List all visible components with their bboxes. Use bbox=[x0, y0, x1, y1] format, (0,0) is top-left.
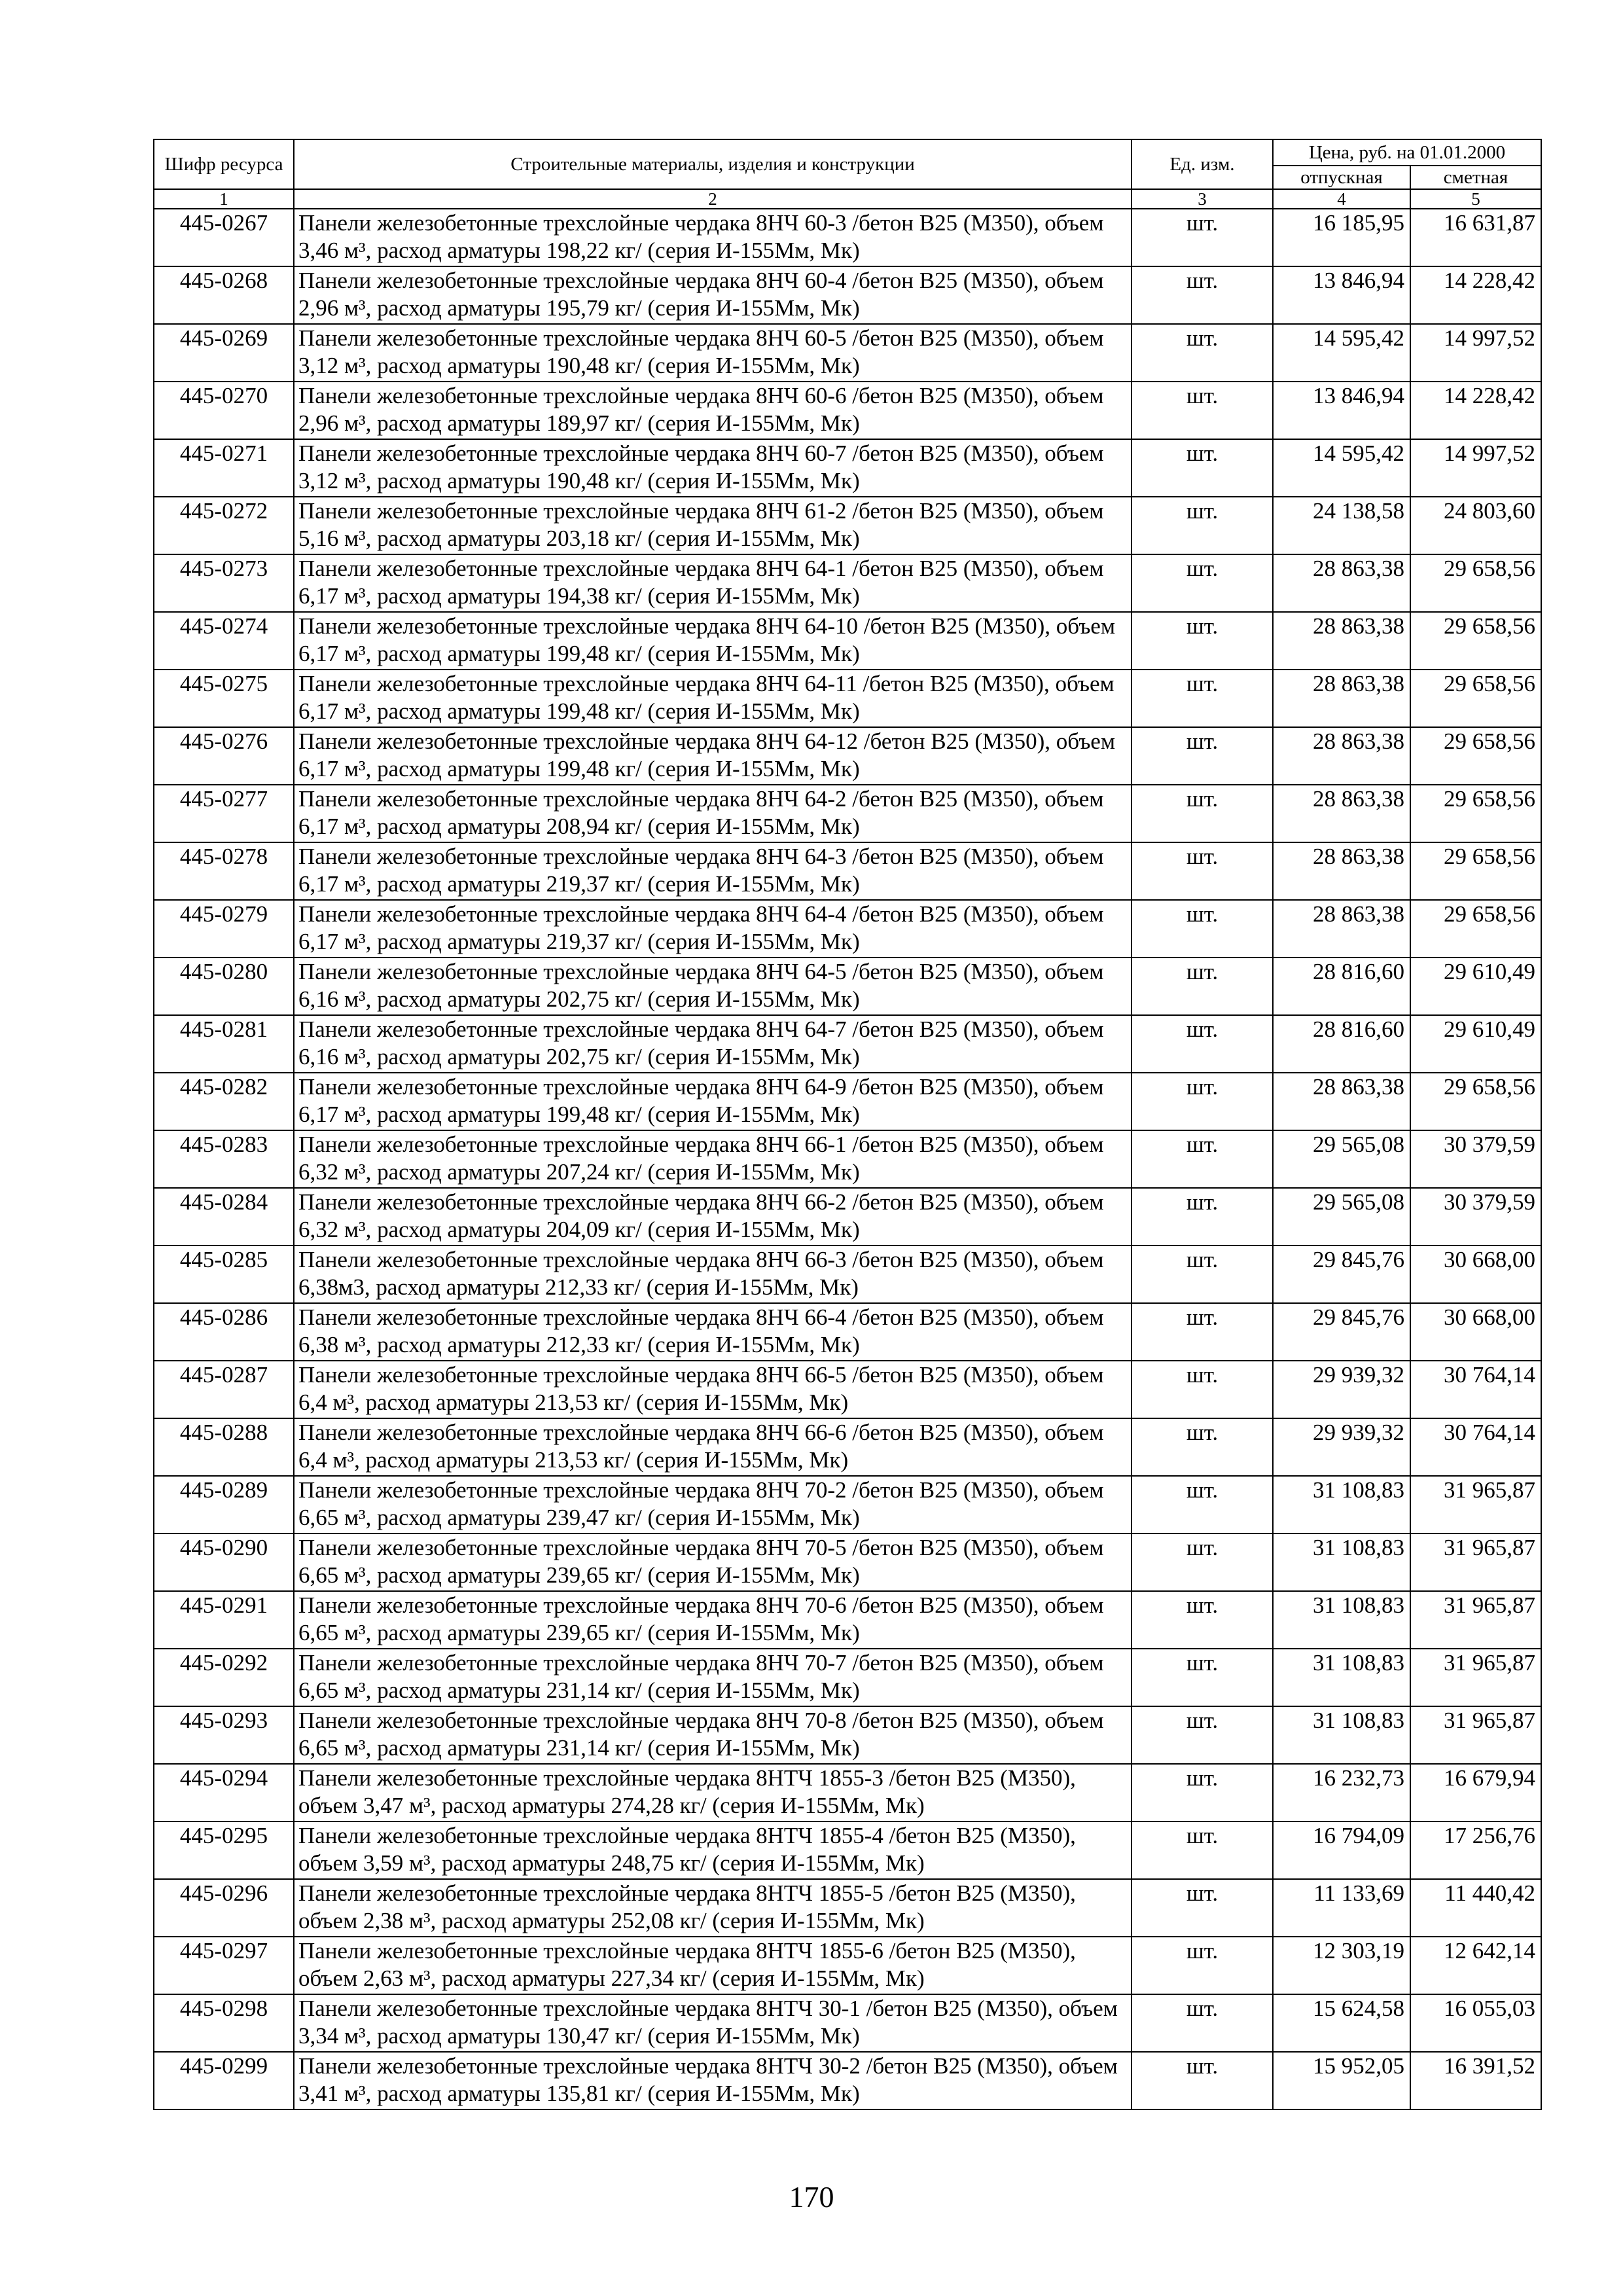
row-unit: шт. bbox=[1132, 324, 1273, 382]
row-code: 445-0274 bbox=[154, 612, 294, 670]
row-price-estimate: 29 658,56 bbox=[1410, 670, 1541, 727]
row-unit: шт. bbox=[1132, 900, 1273, 958]
table-row bbox=[154, 1418, 1541, 1476]
table-row bbox=[154, 1821, 1541, 1879]
row-name: Панели железобетонные трехслойные чердака 8НТЧ 1855-6 /бетон В25 (М350), объем 2,63 м³, расход арматуры 227,34 кг/ (серия И-155Мм, Мк) bbox=[294, 1937, 1132, 1994]
row-price-release: 15 624,58 bbox=[1273, 1994, 1410, 2052]
header-price-group: Цена, руб. на 01.01.2000 bbox=[1273, 139, 1541, 166]
row-price-release: 12 303,19 bbox=[1273, 1937, 1410, 1994]
row-unit: шт. bbox=[1132, 1361, 1273, 1418]
row-unit: шт. bbox=[1132, 1994, 1273, 2052]
row-unit: шт. bbox=[1132, 497, 1273, 554]
row-code: 445-0288 bbox=[154, 1418, 294, 1476]
row-price-estimate: 14 228,42 bbox=[1410, 382, 1541, 439]
row-code: 445-0280 bbox=[154, 958, 294, 1015]
row-code: 445-0269 bbox=[154, 324, 294, 382]
table-row bbox=[154, 1706, 1541, 1764]
row-price-estimate: 31 965,87 bbox=[1410, 1476, 1541, 1534]
row-unit: шт. bbox=[1132, 1706, 1273, 1764]
page-number: 170 bbox=[789, 2180, 834, 2214]
column-number: 3 bbox=[1132, 189, 1273, 209]
table-row bbox=[154, 1534, 1541, 1591]
row-price-estimate: 11 440,42 bbox=[1410, 1879, 1541, 1937]
row-code: 445-0278 bbox=[154, 842, 294, 900]
row-price-estimate: 30 668,00 bbox=[1410, 1303, 1541, 1361]
row-code: 445-0285 bbox=[154, 1246, 294, 1303]
table-row bbox=[154, 2052, 1541, 2109]
table-row bbox=[154, 612, 1541, 670]
row-price-estimate: 24 803,60 bbox=[1410, 497, 1541, 554]
row-unit: шт. bbox=[1132, 958, 1273, 1015]
row-price-release: 29 939,32 bbox=[1273, 1361, 1410, 1418]
row-code: 445-0282 bbox=[154, 1073, 294, 1130]
row-price-estimate: 31 965,87 bbox=[1410, 1534, 1541, 1591]
row-unit: шт. bbox=[1132, 266, 1273, 324]
row-code: 445-0287 bbox=[154, 1361, 294, 1418]
row-code: 445-0275 bbox=[154, 670, 294, 727]
row-unit: шт. bbox=[1132, 1073, 1273, 1130]
table-row bbox=[154, 727, 1541, 785]
row-price-release: 28 863,38 bbox=[1273, 670, 1410, 727]
row-price-estimate: 29 658,56 bbox=[1410, 554, 1541, 612]
row-unit: шт. bbox=[1132, 1246, 1273, 1303]
row-price-estimate: 14 997,52 bbox=[1410, 439, 1541, 497]
row-name: Панели железобетонные трехслойные чердака 8НЧ 60-4 /бетон В25 (М350), объем 2,96 м³, расход арматуры 195,79 кг/ (серия И-155Мм, Мк) bbox=[294, 266, 1132, 324]
row-name: Панели железобетонные трехслойные чердака 8НЧ 66-4 /бетон В25 (М350), объем 6,38 м³, расход арматуры 212,33 кг/ (серия И-155Мм, Мк) bbox=[294, 1303, 1132, 1361]
row-name: Панели железобетонные трехслойные чердака 8НЧ 64-5 /бетон В25 (М350), объем 6,16 м³, расход арматуры 202,75 кг/ (серия И-155Мм, Мк) bbox=[294, 958, 1132, 1015]
table-row bbox=[154, 958, 1541, 1015]
row-code: 445-0289 bbox=[154, 1476, 294, 1534]
row-price-release: 28 863,38 bbox=[1273, 785, 1410, 842]
row-price-release: 29 939,32 bbox=[1273, 1418, 1410, 1476]
row-code: 445-0286 bbox=[154, 1303, 294, 1361]
row-code: 445-0297 bbox=[154, 1937, 294, 1994]
row-price-estimate: 14 228,42 bbox=[1410, 266, 1541, 324]
row-price-estimate: 16 679,94 bbox=[1410, 1764, 1541, 1821]
row-name: Панели железобетонные трехслойные чердака 8НЧ 70-7 /бетон В25 (М350), объем 6,65 м³, расход арматуры 231,14 кг/ (серия И-155Мм, Мк) bbox=[294, 1649, 1132, 1706]
table-row bbox=[154, 785, 1541, 842]
table-body bbox=[154, 209, 1541, 2109]
row-name: Панели железобетонные трехслойные чердака 8НЧ 66-3 /бетон В25 (М350), объем 6,38м3, расход арматуры 212,33 кг/ (серия И-155Мм, Мк) bbox=[294, 1246, 1132, 1303]
row-code: 445-0268 bbox=[154, 266, 294, 324]
row-code: 445-0276 bbox=[154, 727, 294, 785]
row-code: 445-0298 bbox=[154, 1994, 294, 2052]
row-price-release: 28 863,38 bbox=[1273, 900, 1410, 958]
row-price-estimate: 29 610,49 bbox=[1410, 958, 1541, 1015]
table-row bbox=[154, 1188, 1541, 1246]
materials-price-table bbox=[153, 139, 1542, 2110]
table-header bbox=[154, 139, 1541, 209]
row-unit: шт. bbox=[1132, 209, 1273, 266]
row-price-estimate: 29 658,56 bbox=[1410, 1073, 1541, 1130]
row-unit: шт. bbox=[1132, 1591, 1273, 1649]
row-code: 445-0267 bbox=[154, 209, 294, 266]
header-price-estimate: сметная bbox=[1410, 166, 1541, 189]
column-number: 5 bbox=[1410, 189, 1541, 209]
table-row bbox=[154, 1879, 1541, 1937]
row-name: Панели железобетонные трехслойные чердака 8НЧ 70-5 /бетон В25 (М350), объем 6,65 м³, расход арматуры 239,65 кг/ (серия И-155Мм, Мк) bbox=[294, 1534, 1132, 1591]
row-unit: шт. bbox=[1132, 1937, 1273, 1994]
table-row bbox=[154, 209, 1541, 266]
table-row bbox=[154, 670, 1541, 727]
row-price-release: 29 565,08 bbox=[1273, 1188, 1410, 1246]
row-price-estimate: 16 055,03 bbox=[1410, 1994, 1541, 2052]
row-unit: шт. bbox=[1132, 842, 1273, 900]
row-code: 445-0284 bbox=[154, 1188, 294, 1246]
row-name: Панели железобетонные трехслойные чердака 8НЧ 66-6 /бетон В25 (М350), объем 6,4 м³, расход арматуры 213,53 кг/ (серия И-155Мм, Мк) bbox=[294, 1418, 1132, 1476]
row-name: Панели железобетонные трехслойные чердака 8НЧ 64-9 /бетон В25 (М350), объем 6,17 м³, расход арматуры 199,48 кг/ (серия И-155Мм, Мк) bbox=[294, 1073, 1132, 1130]
row-unit: шт. bbox=[1132, 1534, 1273, 1591]
table-row bbox=[154, 1994, 1541, 2052]
row-price-estimate: 29 658,56 bbox=[1410, 842, 1541, 900]
row-price-estimate: 12 642,14 bbox=[1410, 1937, 1541, 1994]
row-unit: шт. bbox=[1132, 1303, 1273, 1361]
table-row bbox=[154, 439, 1541, 497]
row-unit: шт. bbox=[1132, 1821, 1273, 1879]
row-price-release: 28 863,38 bbox=[1273, 1073, 1410, 1130]
row-price-release: 16 185,95 bbox=[1273, 209, 1410, 266]
row-unit: шт. bbox=[1132, 1015, 1273, 1073]
row-code: 445-0281 bbox=[154, 1015, 294, 1073]
row-unit: шт. bbox=[1132, 1476, 1273, 1534]
row-price-release: 28 863,38 bbox=[1273, 612, 1410, 670]
table-row bbox=[154, 1764, 1541, 1821]
row-price-release: 13 846,94 bbox=[1273, 382, 1410, 439]
table-row bbox=[154, 1246, 1541, 1303]
row-price-release: 16 232,73 bbox=[1273, 1764, 1410, 1821]
row-code: 445-0270 bbox=[154, 382, 294, 439]
row-price-release: 31 108,83 bbox=[1273, 1649, 1410, 1706]
row-code: 445-0290 bbox=[154, 1534, 294, 1591]
row-unit: шт. bbox=[1132, 382, 1273, 439]
column-number: 1 bbox=[154, 189, 294, 209]
row-unit: шт. bbox=[1132, 439, 1273, 497]
row-name: Панели железобетонные трехслойные чердака 8НЧ 70-2 /бетон В25 (М350), объем 6,65 м³, расход арматуры 239,47 кг/ (серия И-155Мм, Мк) bbox=[294, 1476, 1132, 1534]
row-unit: шт. bbox=[1132, 1130, 1273, 1188]
row-name: Панели железобетонные трехслойные чердака 8НТЧ 1855-3 /бетон В25 (М350), объем 3,47 м³, расход арматуры 274,28 кг/ (серия И-155Мм, Мк) bbox=[294, 1764, 1132, 1821]
row-unit: шт. bbox=[1132, 1418, 1273, 1476]
row-price-release: 14 595,42 bbox=[1273, 324, 1410, 382]
row-name: Панели железобетонные трехслойные чердака 8НТЧ 1855-5 /бетон В25 (М350), объем 2,38 м³, расход арматуры 252,08 кг/ (серия И-155Мм, Мк) bbox=[294, 1879, 1132, 1937]
table-row bbox=[154, 1591, 1541, 1649]
header-unit: Ед. изм. bbox=[1132, 139, 1273, 189]
row-price-estimate: 29 658,56 bbox=[1410, 785, 1541, 842]
row-code: 445-0283 bbox=[154, 1130, 294, 1188]
table-row bbox=[154, 497, 1541, 554]
row-unit: шт. bbox=[1132, 554, 1273, 612]
row-price-release: 31 108,83 bbox=[1273, 1534, 1410, 1591]
row-name: Панели железобетонные трехслойные чердака 8НЧ 60-5 /бетон В25 (М350), объем 3,12 м³, расход арматуры 190,48 кг/ (серия И-155Мм, Мк) bbox=[294, 324, 1132, 382]
row-name: Панели железобетонные трехслойные чердака 8НЧ 70-8 /бетон В25 (М350), объем 6,65 м³, расход арматуры 231,14 кг/ (серия И-155Мм, Мк) bbox=[294, 1706, 1132, 1764]
row-unit: шт. bbox=[1132, 1764, 1273, 1821]
row-price-release: 31 108,83 bbox=[1273, 1591, 1410, 1649]
row-code: 445-0273 bbox=[154, 554, 294, 612]
row-price-release: 29 565,08 bbox=[1273, 1130, 1410, 1188]
row-name: Панели железобетонные трехслойные чердака 8НЧ 66-1 /бетон В25 (М350), объем 6,32 м³, расход арматуры 207,24 кг/ (серия И-155Мм, Мк) bbox=[294, 1130, 1132, 1188]
row-name: Панели железобетонные трехслойные чердака 8НЧ 70-6 /бетон В25 (М350), объем 6,65 м³, расход арматуры 239,65 кг/ (серия И-155Мм, Мк) bbox=[294, 1591, 1132, 1649]
row-price-estimate: 29 658,56 bbox=[1410, 612, 1541, 670]
row-name: Панели железобетонные трехслойные чердака 8НТЧ 30-1 /бетон В25 (М350), объем 3,34 м³, расход арматуры 130,47 кг/ (серия И-155Мм, Мк) bbox=[294, 1994, 1132, 2052]
table-row bbox=[154, 382, 1541, 439]
row-price-release: 14 595,42 bbox=[1273, 439, 1410, 497]
row-price-release: 16 794,09 bbox=[1273, 1821, 1410, 1879]
row-price-release: 28 863,38 bbox=[1273, 554, 1410, 612]
row-price-estimate: 31 965,87 bbox=[1410, 1706, 1541, 1764]
column-number: 2 bbox=[294, 189, 1132, 209]
row-name: Панели железобетонные трехслойные чердака 8НТЧ 30-2 /бетон В25 (М350), объем 3,41 м³, расход арматуры 135,81 кг/ (серия И-155Мм, Мк) bbox=[294, 2052, 1132, 2109]
row-price-estimate: 30 668,00 bbox=[1410, 1246, 1541, 1303]
row-unit: шт. bbox=[1132, 1188, 1273, 1246]
row-price-estimate: 29 658,56 bbox=[1410, 727, 1541, 785]
row-name: Панели железобетонные трехслойные чердака 8НЧ 66-2 /бетон В25 (М350), объем 6,32 м³, расход арматуры 204,09 кг/ (серия И-155Мм, Мк) bbox=[294, 1188, 1132, 1246]
row-price-estimate: 31 965,87 bbox=[1410, 1649, 1541, 1706]
price-table-container bbox=[153, 139, 1541, 2110]
row-price-estimate: 17 256,76 bbox=[1410, 1821, 1541, 1879]
row-price-estimate: 30 764,14 bbox=[1410, 1361, 1541, 1418]
row-unit: шт. bbox=[1132, 727, 1273, 785]
table-row bbox=[154, 1476, 1541, 1534]
row-unit: шт. bbox=[1132, 2052, 1273, 2109]
table-row bbox=[154, 554, 1541, 612]
row-price-release: 28 863,38 bbox=[1273, 727, 1410, 785]
column-numbers-row bbox=[154, 189, 1541, 209]
row-code: 445-0277 bbox=[154, 785, 294, 842]
row-price-estimate: 14 997,52 bbox=[1410, 324, 1541, 382]
table-row bbox=[154, 1649, 1541, 1706]
table-row bbox=[154, 1937, 1541, 1994]
table-row bbox=[154, 900, 1541, 958]
table-row bbox=[154, 1361, 1541, 1418]
row-price-estimate: 30 764,14 bbox=[1410, 1418, 1541, 1476]
column-number: 4 bbox=[1273, 189, 1410, 209]
table-row bbox=[154, 324, 1541, 382]
row-name: Панели железобетонные трехслойные чердака 8НЧ 64-11 /бетон В25 (М350), объем 6,17 м³, расход арматуры 199,48 кг/ (серия И-155Мм, Мк) bbox=[294, 670, 1132, 727]
row-code: 445-0293 bbox=[154, 1706, 294, 1764]
table-row bbox=[154, 1073, 1541, 1130]
row-code: 445-0295 bbox=[154, 1821, 294, 1879]
row-price-release: 28 863,38 bbox=[1273, 842, 1410, 900]
header-code: Шифр ресурса bbox=[154, 139, 294, 189]
table-row bbox=[154, 1015, 1541, 1073]
row-price-estimate: 16 631,87 bbox=[1410, 209, 1541, 266]
row-price-estimate: 30 379,59 bbox=[1410, 1188, 1541, 1246]
row-name: Панели железобетонные трехслойные чердака 8НЧ 64-7 /бетон В25 (М350), объем 6,16 м³, расход арматуры 202,75 кг/ (серия И-155Мм, Мк) bbox=[294, 1015, 1132, 1073]
row-code: 445-0292 bbox=[154, 1649, 294, 1706]
row-price-release: 29 845,76 bbox=[1273, 1246, 1410, 1303]
row-name: Панели железобетонные трехслойные чердака 8НЧ 64-10 /бетон В25 (М350), объем 6,17 м³, расход арматуры 199,48 кг/ (серия И-155Мм, Мк) bbox=[294, 612, 1132, 670]
row-unit: шт. bbox=[1132, 1879, 1273, 1937]
row-price-release: 29 845,76 bbox=[1273, 1303, 1410, 1361]
row-price-release: 28 816,60 bbox=[1273, 958, 1410, 1015]
row-name: Панели железобетонные трехслойные чердака 8НЧ 60-3 /бетон В25 (М350), объем 3,46 м³, расход арматуры 198,22 кг/ (серия И-155Мм, Мк) bbox=[294, 209, 1132, 266]
row-name: Панели железобетонные трехслойные чердака 8НЧ 60-7 /бетон В25 (М350), объем 3,12 м³, расход арматуры 190,48 кг/ (серия И-155Мм, Мк) bbox=[294, 439, 1132, 497]
row-name: Панели железобетонные трехслойные чердака 8НЧ 66-5 /бетон В25 (М350), объем 6,4 м³, расход арматуры 213,53 кг/ (серия И-155Мм, Мк) bbox=[294, 1361, 1132, 1418]
row-name: Панели железобетонные трехслойные чердака 8НЧ 64-2 /бетон В25 (М350), объем 6,17 м³, расход арматуры 208,94 кг/ (серия И-155Мм, Мк) bbox=[294, 785, 1132, 842]
row-name: Панели железобетонные трехслойные чердака 8НТЧ 1855-4 /бетон В25 (М350), объем 3,59 м³, расход арматуры 248,75 кг/ (серия И-155Мм, Мк) bbox=[294, 1821, 1132, 1879]
row-name: Панели железобетонные трехслойные чердака 8НЧ 64-12 /бетон В25 (М350), объем 6,17 м³, расход арматуры 199,48 кг/ (серия И-155Мм, Мк) bbox=[294, 727, 1132, 785]
row-price-release: 31 108,83 bbox=[1273, 1476, 1410, 1534]
row-price-estimate: 29 658,56 bbox=[1410, 900, 1541, 958]
row-name: Панели железобетонные трехслойные чердака 8НЧ 61-2 /бетон В25 (М350), объем 5,16 м³, расход арматуры 203,18 кг/ (серия И-155Мм, Мк) bbox=[294, 497, 1132, 554]
row-price-estimate: 30 379,59 bbox=[1410, 1130, 1541, 1188]
row-unit: шт. bbox=[1132, 1649, 1273, 1706]
row-unit: шт. bbox=[1132, 670, 1273, 727]
row-price-release: 24 138,58 bbox=[1273, 497, 1410, 554]
row-price-release: 31 108,83 bbox=[1273, 1706, 1410, 1764]
table-row bbox=[154, 1130, 1541, 1188]
table-row bbox=[154, 1303, 1541, 1361]
row-price-release: 28 816,60 bbox=[1273, 1015, 1410, 1073]
row-code: 445-0271 bbox=[154, 439, 294, 497]
row-price-estimate: 31 965,87 bbox=[1410, 1591, 1541, 1649]
row-price-estimate: 29 610,49 bbox=[1410, 1015, 1541, 1073]
header-name: Строительные материалы, изделия и конструкции bbox=[294, 139, 1132, 189]
row-name: Панели железобетонные трехслойные чердака 8НЧ 64-4 /бетон В25 (М350), объем 6,17 м³, расход арматуры 219,37 кг/ (серия И-155Мм, Мк) bbox=[294, 900, 1132, 958]
row-name: Панели железобетонные трехслойные чердака 8НЧ 64-3 /бетон В25 (М350), объем 6,17 м³, расход арматуры 219,37 кг/ (серия И-155Мм, Мк) bbox=[294, 842, 1132, 900]
row-code: 445-0299 bbox=[154, 2052, 294, 2109]
row-price-release: 13 846,94 bbox=[1273, 266, 1410, 324]
row-code: 445-0279 bbox=[154, 900, 294, 958]
table-row bbox=[154, 266, 1541, 324]
row-code: 445-0291 bbox=[154, 1591, 294, 1649]
row-name: Панели железобетонные трехслойные чердака 8НЧ 60-6 /бетон В25 (М350), объем 2,96 м³, расход арматуры 189,97 кг/ (серия И-155Мм, Мк) bbox=[294, 382, 1132, 439]
row-unit: шт. bbox=[1132, 612, 1273, 670]
row-code: 445-0272 bbox=[154, 497, 294, 554]
row-code: 445-0294 bbox=[154, 1764, 294, 1821]
row-price-release: 11 133,69 bbox=[1273, 1879, 1410, 1937]
row-price-release: 15 952,05 bbox=[1273, 2052, 1410, 2109]
row-name: Панели железобетонные трехслойные чердака 8НЧ 64-1 /бетон В25 (М350), объем 6,17 м³, расход арматуры 194,38 кг/ (серия И-155Мм, Мк) bbox=[294, 554, 1132, 612]
row-unit: шт. bbox=[1132, 785, 1273, 842]
row-code: 445-0296 bbox=[154, 1879, 294, 1937]
row-price-estimate: 16 391,52 bbox=[1410, 2052, 1541, 2109]
table-row bbox=[154, 842, 1541, 900]
header-price-release: отпускная bbox=[1273, 166, 1410, 189]
